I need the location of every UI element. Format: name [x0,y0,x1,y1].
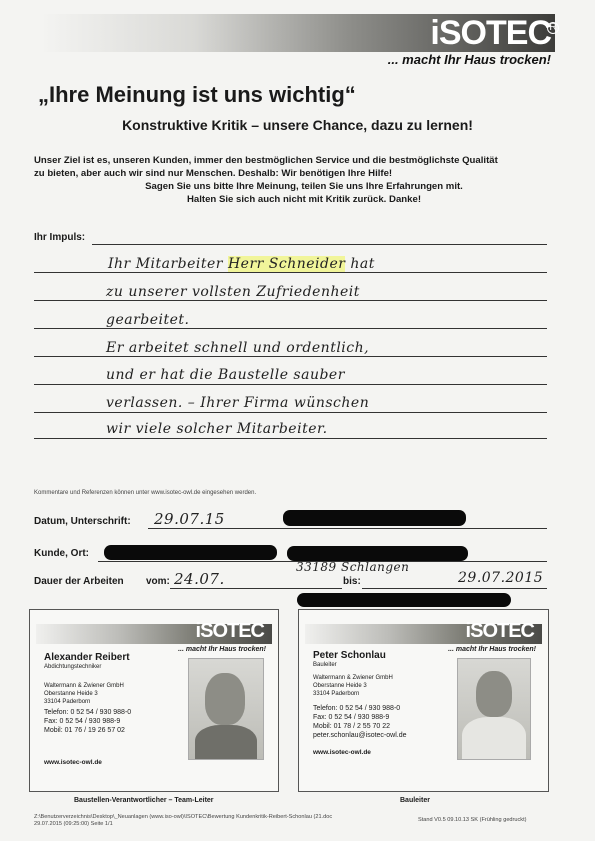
handwritten-line: zu unserer vollsten Zufriedenheit [106,284,360,300]
writing-line [92,244,547,245]
intro-line: Sagen Sie uns bitte Ihre Meinung, teilen Sie uns Ihre Erfahrungen mit. [145,181,463,192]
card-name: Peter Schonlau [313,650,386,661]
page-subtitle: Konstruktive Kritik – unsere Chance, dazu zu lernen! [122,117,473,133]
writing-line [34,272,547,273]
employee-card-1 [29,609,279,792]
intro-line: zu bieten, aber auch wir sind nur Menschen. Deshalb: Wir benötigen Ihre Hilfe! [34,168,393,179]
card-street: Oberstanne Heide 3 [44,691,98,697]
intro-line: Halten Sie sich auch nicht mit Kritik zurück. Danke! [186,194,422,205]
from-label: vom: [146,576,170,587]
handwritten-line: Er arbeitet schnell und ordentlich, [106,340,370,356]
card-slogan: ... macht Ihr Haus trocken! [178,646,266,653]
impulse-label: Ihr Impuls: [34,232,86,243]
redacted-signature-2 [297,593,511,607]
employee-photo [188,658,264,760]
handwritten-line: gearbeitet. [106,312,190,328]
card-contacts [44,708,131,735]
footer-version: Stand V0.5 09.10.13 SK (Frühling gedruckt) [418,817,527,823]
card-website: www.isotec-owl.de [313,749,371,756]
card-role: Bauleiter [313,662,337,668]
registered-mark: R [547,22,559,34]
page-title: „Ihre Meinung ist uns wichtig“ [38,82,356,107]
intro-line: Unser Ziel ist es, unseren Kunden, immer den bestmöglichen Service und die bestmöglichste Qualität [34,155,498,166]
reference-note: Kommentare und Referenzen können unter www.isotec-owl.de eingesehen werden. [34,490,257,496]
card-name: Alexander Reibert [44,652,130,663]
card-phone: Telefon: 0 52 54 / 930 988-0 [44,709,132,716]
card-company: Waltermann & Zwiener GmbH [44,683,124,689]
employee-card-2 [298,609,549,792]
duration-label: Dauer der Arbeiten [34,576,124,587]
isotec-logo: iSOTEC [430,14,551,52]
writing-line [34,384,547,385]
handwritten-line: wir viele solcher Mitarbeiter. [106,421,328,437]
brand-slogan: ... macht Ihr Haus trocken! [387,52,551,67]
to-label: bis: [343,576,361,587]
card-city: 33104 Paderborn [313,691,360,697]
card-fax: Fax: 0 52 54 / 930 988-9 [44,718,121,725]
writing-line [34,356,547,357]
face-shape [476,671,512,717]
card-slogan: ... macht Ihr Haus trocken! [448,646,536,653]
face-shape [205,673,245,725]
writing-line [34,438,547,439]
writing-line [34,412,547,413]
date-line [148,528,547,529]
card-company: Waltermann & Zwiener GmbH [313,675,393,681]
handwritten-line: Ihr Mitarbeiter Herr Schneider hat [108,256,375,272]
card-email: peter.schonlau@isotec-owl.de [313,732,407,739]
card-address [313,674,393,698]
card-mobile: Mobil: 01 76 / 19 26 57 02 [44,727,125,734]
from-value: 24.07. [174,570,225,588]
customer-label: Kunde, Ort: [34,548,89,559]
from-line [170,588,342,589]
to-line [362,588,547,589]
card-fax: Fax: 0 52 54 / 930 988-9 [313,714,390,721]
redacted-signature [283,510,466,526]
card-caption-2: Bauleiter [400,797,430,804]
to-value: 29.07.2015 [458,570,544,586]
date-signature-label: Datum, Unterschrift: [34,516,131,527]
employee-photo [457,658,531,760]
highlighted-name: Herr Schneider [227,256,346,272]
isotec-logo: iSOTEC [465,620,534,642]
card-phone: Telefon: 0 52 54 / 930 988-0 [313,705,401,712]
footer-line: Z:\Benutzerverzeichnis\Desktop\_Neuanlagen (www.iso-owl)\ISOTEC\Bewertung Kundenkritik-Reibert-Schonlau (21.doc [34,814,333,820]
shoulders-shape [195,725,257,760]
card-website: www.isotec-owl.de [44,759,102,766]
writing-line [34,328,547,329]
footer-path [34,814,332,828]
customer-place: 33189 Schlangen [296,560,410,574]
redacted-name [104,545,277,560]
card-address [44,682,124,706]
redacted-address [287,546,468,561]
footer-line: 29.07.2015 (09:25:00) Seite 1/1 [34,821,113,827]
shoulders-shape [462,717,526,760]
card-caption-1: Baustellen-Verantwortlicher – Team-Leiter [74,797,214,804]
handwritten-line: verlassen. – Ihrer Firma wünschen [106,395,370,411]
intro-text [34,154,574,206]
card-mobile: Mobil: 01 78 / 2 55 70 22 [313,723,391,730]
isotec-logo: iSOTEC [195,620,264,642]
handwritten-line: und er hat die Baustelle sauber [106,367,345,383]
card-street: Oberstanne Heide 3 [313,683,367,689]
date-value: 29.07.15 [154,510,225,528]
card-contacts [313,704,407,740]
card-role: Abdichtungstechniker [44,664,102,670]
card-city: 33104 Paderborn [44,699,91,705]
writing-line [34,300,547,301]
